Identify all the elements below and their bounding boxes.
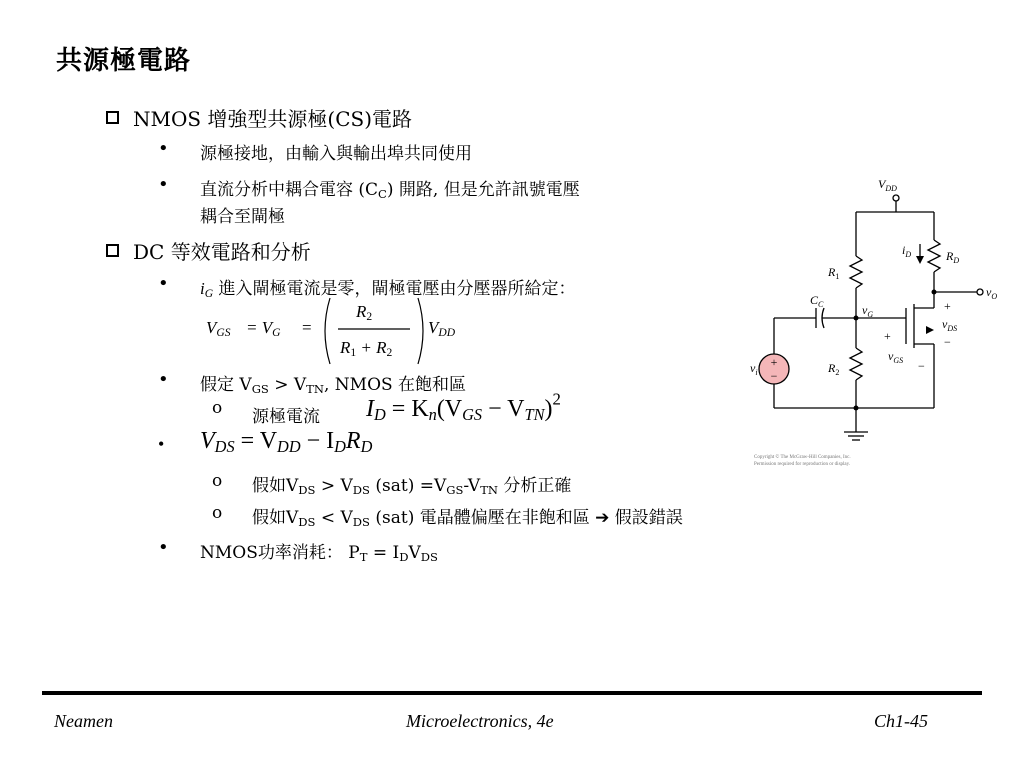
svg-text:vO: $v_O$ [986, 285, 998, 301]
sub-bullet-o: o [212, 398, 223, 418]
bullet-text: 源極接地，由輸入與輸出埠共同使用 [200, 144, 472, 164]
bullet-text-tail: ) 開路, 但是允許訊號電壓 [386, 180, 580, 200]
section-heading-dc [106, 236, 311, 265]
svg-text:RD: $R_D$ [946, 249, 960, 265]
bullet-continuation: 耦合至閘極 [200, 207, 285, 227]
footer-page-number: Ch1-45 [874, 711, 928, 731]
svg-text:+: + [944, 299, 951, 313]
vds-equation: • $V_{DS} = V_{DD} - I_DR_D$ [158, 428, 373, 457]
bullet-coupling-capacitor [158, 174, 580, 201]
svg-text:vGS: $v_{GS}$ [888, 349, 904, 365]
section-heading-text: DC 等效電路和分析 [133, 240, 311, 264]
svg-text:−: − [770, 369, 778, 383]
section-heading-text: NMOS 增強型共源極(CS)電路 [133, 107, 413, 131]
bullet-dot: • [158, 369, 169, 390]
bullet-assume-saturation: • 假定 $V_{GS} > V_{TN}$, NMOS 在飽和區 [158, 369, 467, 396]
svg-text:+: + [884, 329, 891, 343]
svg-text:+: + [770, 355, 778, 369]
footer-author: Neamen [54, 711, 113, 731]
svg-text:iD: $i_D$ [902, 243, 912, 259]
page-title: 共源極電路 [56, 46, 192, 76]
svg-text:vDS: $v_{DS}$ [942, 317, 958, 333]
bullet-dot: • [158, 434, 165, 454]
ig-subscript: G [204, 286, 214, 300]
bullet-source-ground [158, 138, 472, 164]
footer-divider [42, 691, 982, 695]
cc-subscript: C [378, 186, 387, 201]
voltage-divider-equation: $V_{GS}$ = $V_G$ = $R_2$ $R_1 + R_2$ $V_{DD}$ [206, 296, 466, 366]
footer-book-title: Microelectronics, 4e [406, 711, 554, 731]
ig-symbol: i [200, 279, 205, 298]
source-current-equation: o 源極電流 $I_D = K_n(V_{GS} - V_{TN})^2$ [212, 389, 561, 427]
checkbox-bullet-icon [106, 244, 119, 257]
bullet-text: 進入閘極電流是零，閘極電壓由分壓器所給定： [218, 279, 576, 299]
svg-text:R2: $R_2$ [828, 361, 840, 377]
bullet-text: 直流分析中耦合電容 (C [200, 180, 379, 200]
bullet-power-dissipation: • NMOS功率消耗： $P_T = I_DV_{DS}$ [158, 537, 438, 564]
svg-text:−: − [918, 359, 925, 373]
common-source-circuit-diagram [744, 170, 1014, 470]
case-saturation-correct: o 假如$V_{DS} > V_{DS}$ $(sat) =V_{GS}-V_{TN}$ 分析正確 [212, 471, 572, 497]
svg-text:−: − [944, 335, 951, 349]
case-assumption-wrong: o 假如$V_{DS} < V_{DS}$ (sat) 電晶體偏壓在非飽和區 ➔ 假設錯誤 [212, 503, 683, 529]
svg-text:vG: $v_G$ [862, 303, 874, 319]
bullet-dot: • [158, 138, 169, 159]
bullet-dot: • [158, 537, 169, 558]
svg-text:R1: $R_1$ [828, 265, 840, 281]
bullet-dot: • [158, 174, 169, 195]
arrow-right-icon: ➔ [595, 508, 610, 528]
svg-text:CC: $C_C$ [810, 293, 824, 309]
checkbox-bullet-icon [106, 111, 119, 124]
bullet-dot: • [158, 273, 169, 294]
sub-bullet-o: o [212, 471, 223, 491]
svg-text:VDD: $V_{DD}$ [878, 177, 897, 193]
svg-text:Permission required for reprod: Permission required for reproduction or display. [754, 462, 851, 467]
svg-text:Copyright © The McGraw-Hill Co: Copyright © The McGraw-Hill Companies, Inc. [754, 455, 851, 460]
section-heading-nmos [106, 103, 412, 132]
sub-bullet-o: o [212, 503, 223, 523]
svg-text:vi: $v_i$ [750, 361, 758, 377]
